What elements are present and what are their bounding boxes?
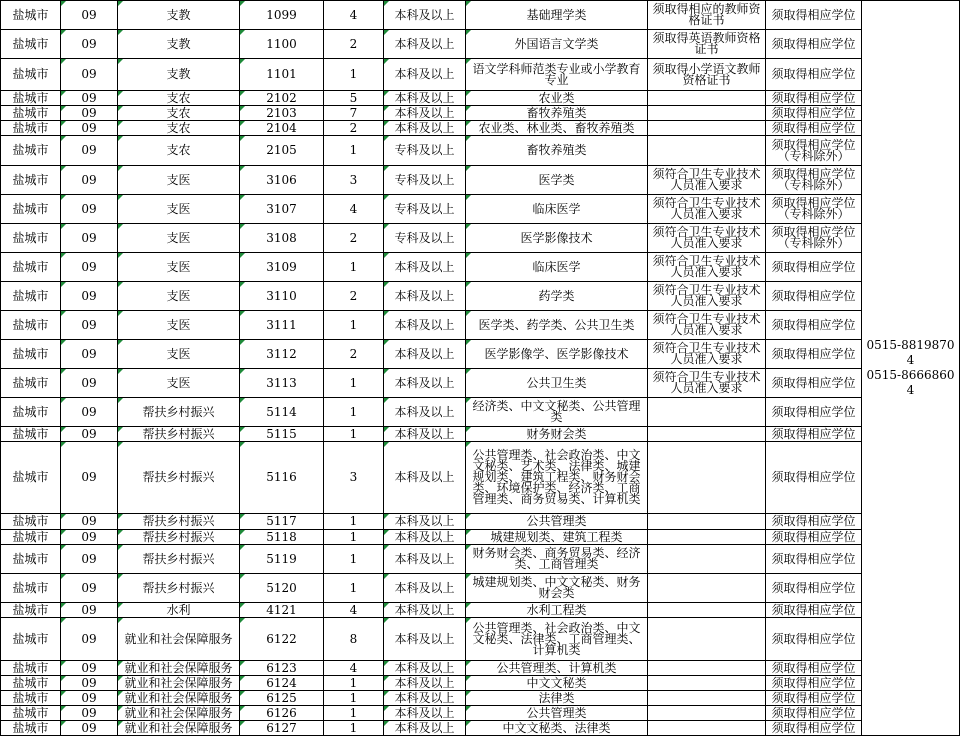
table-row — [1, 618, 962, 661]
degree-cell[interactable]: 须取得相应学位 — [766, 106, 862, 121]
service-field-cell[interactable]: 支医 — [118, 224, 240, 253]
table-row — [1, 121, 962, 136]
requirement-cell[interactable] — [648, 618, 766, 661]
service-field-cell[interactable]: 支农 — [118, 91, 240, 106]
degree-cell[interactable]: 须取得相应学位 — [766, 282, 862, 311]
degree-cell[interactable]: 须取得相应学位 — [766, 442, 862, 514]
requirement-cell[interactable] — [648, 106, 766, 121]
position-code-cell[interactable]: 3107 — [240, 195, 324, 224]
degree-cell[interactable]: 须取得相应学位 （专科除外） — [766, 195, 862, 224]
city-cell[interactable]: 盐城市 — [1, 530, 61, 545]
hire-count-cell[interactable]: 4 — [324, 1, 384, 30]
requirement-cell[interactable]: 须符合卫生专业技术人员准入要求 — [648, 166, 766, 195]
education-cell[interactable]: 本科及以上 — [384, 706, 466, 721]
degree-cell[interactable]: 须取得相应学位 — [766, 91, 862, 106]
city-cell[interactable]: 盐城市 — [1, 340, 61, 369]
major-cell[interactable]: 医学类 — [466, 166, 648, 195]
phone-number: 0515-86668604 — [866, 368, 955, 397]
requirement-cell[interactable]: 须符合卫生专业技术人员准入要求 — [648, 311, 766, 340]
position-code-cell[interactable]: 4121 — [240, 603, 324, 618]
city-cell[interactable]: 盐城市 — [1, 59, 61, 91]
city-cell[interactable]: 盐城市 — [1, 514, 61, 530]
service-field-cell[interactable]: 就业和社会保障服务 — [118, 618, 240, 661]
requirement-cell[interactable] — [648, 603, 766, 618]
region-code-cell[interactable]: 09 — [61, 136, 118, 166]
position-code-cell[interactable]: 3106 — [240, 166, 324, 195]
table-row — [1, 195, 962, 224]
hire-count-cell[interactable]: 3 — [324, 166, 384, 195]
service-field-cell[interactable]: 帮扶乡村振兴 — [118, 514, 240, 530]
region-code-cell[interactable]: 09 — [61, 721, 118, 736]
education-cell[interactable]: 本科及以上 — [384, 340, 466, 369]
service-field-cell[interactable]: 支医 — [118, 166, 240, 195]
hire-count-cell[interactable]: 2 — [324, 121, 384, 136]
position-code-cell[interactable]: 3113 — [240, 369, 324, 398]
hire-count-cell[interactable]: 1 — [324, 311, 384, 340]
hire-count-cell[interactable]: 4 — [324, 603, 384, 618]
education-cell[interactable]: 本科及以上 — [384, 1, 466, 30]
requirement-cell[interactable] — [648, 398, 766, 427]
table-row — [1, 311, 962, 340]
city-cell[interactable]: 盐城市 — [1, 691, 61, 706]
degree-cell[interactable]: 须取得相应学位 — [766, 1, 862, 30]
position-code-cell[interactable]: 5115 — [240, 427, 324, 442]
position-code-cell[interactable]: 2103 — [240, 106, 324, 121]
degree-cell[interactable]: 须取得相应学位 （专科除外） — [766, 166, 862, 195]
region-code-cell[interactable]: 09 — [61, 574, 118, 603]
degree-cell[interactable]: 须取得相应学位 — [766, 369, 862, 398]
region-code-cell[interactable]: 09 — [61, 618, 118, 661]
education-cell[interactable]: 本科及以上 — [384, 253, 466, 282]
phone-number: 0515-88198704 — [866, 338, 955, 367]
major-cell[interactable]: 药学类 — [466, 282, 648, 311]
city-cell[interactable]: 盐城市 — [1, 545, 61, 574]
service-field-cell[interactable]: 就业和社会保障服务 — [118, 706, 240, 721]
position-code-cell[interactable]: 5119 — [240, 545, 324, 574]
city-cell[interactable]: 盐城市 — [1, 369, 61, 398]
city-cell[interactable]: 盐城市 — [1, 618, 61, 661]
requirement-cell[interactable]: 须符合卫生专业技术人员准入要求 — [648, 282, 766, 311]
table-row — [1, 340, 962, 369]
education-cell[interactable]: 专科及以上 — [384, 166, 466, 195]
table-row — [1, 603, 962, 618]
service-field-cell[interactable]: 水利 — [118, 603, 240, 618]
service-field-cell[interactable]: 就业和社会保障服务 — [118, 721, 240, 736]
hire-count-cell[interactable]: 4 — [324, 661, 384, 676]
service-field-cell[interactable]: 支教 — [118, 59, 240, 91]
major-cell[interactable]: 财务财会类 — [466, 427, 648, 442]
service-field-cell[interactable]: 支农 — [118, 106, 240, 121]
table-row — [1, 398, 962, 427]
degree-cell[interactable]: 须取得相应学位 — [766, 514, 862, 530]
education-cell[interactable]: 本科及以上 — [384, 676, 466, 691]
service-field-cell[interactable]: 支农 — [118, 121, 240, 136]
degree-cell[interactable]: 须取得相应学位 — [766, 340, 862, 369]
education-cell[interactable]: 本科及以上 — [384, 91, 466, 106]
requirement-cell[interactable] — [648, 691, 766, 706]
region-code-cell[interactable]: 09 — [61, 30, 118, 59]
major-cell[interactable]: 农业类 — [466, 91, 648, 106]
region-code-cell[interactable]: 09 — [61, 224, 118, 253]
position-code-cell[interactable]: 5117 — [240, 514, 324, 530]
education-cell[interactable]: 本科及以上 — [384, 442, 466, 514]
requirement-cell[interactable] — [648, 427, 766, 442]
education-cell[interactable]: 本科及以上 — [384, 574, 466, 603]
major-cell[interactable]: 经济类、中文文秘类、公共管理类 — [466, 398, 648, 427]
degree-cell[interactable]: 须取得相应学位 — [766, 661, 862, 676]
table-row — [1, 427, 962, 442]
education-cell[interactable]: 本科及以上 — [384, 311, 466, 340]
major-cell[interactable]: 畜牧养殖类 — [466, 136, 648, 166]
requirement-cell[interactable] — [648, 706, 766, 721]
table-row — [1, 530, 962, 545]
service-field-cell[interactable]: 支农 — [118, 136, 240, 166]
city-cell[interactable]: 盐城市 — [1, 282, 61, 311]
education-cell[interactable]: 本科及以上 — [384, 545, 466, 574]
requirement-cell[interactable]: 须取得小学语文教师资格证书 — [648, 59, 766, 91]
city-cell[interactable]: 盐城市 — [1, 30, 61, 59]
requirement-cell[interactable]: 须符合卫生专业技术人员准入要求 — [648, 253, 766, 282]
major-cell[interactable]: 医学类、药学类、公共卫生类 — [466, 311, 648, 340]
hire-count-cell[interactable]: 1 — [324, 545, 384, 574]
major-cell[interactable]: 临床医学 — [466, 195, 648, 224]
region-code-cell[interactable]: 09 — [61, 661, 118, 676]
table-row — [1, 514, 962, 530]
hire-count-cell[interactable]: 1 — [324, 369, 384, 398]
city-cell[interactable]: 盐城市 — [1, 106, 61, 121]
hire-count-cell[interactable]: 5 — [324, 91, 384, 106]
region-code-cell[interactable]: 09 — [61, 398, 118, 427]
hire-count-cell[interactable]: 1 — [324, 721, 384, 736]
education-cell[interactable]: 专科及以上 — [384, 224, 466, 253]
degree-cell[interactable]: 须取得相应学位 — [766, 311, 862, 340]
table-row — [1, 661, 962, 676]
education-cell[interactable]: 本科及以上 — [384, 59, 466, 91]
education-cell[interactable]: 本科及以上 — [384, 661, 466, 676]
hire-count-cell[interactable]: 1 — [324, 691, 384, 706]
region-code-cell[interactable]: 09 — [61, 311, 118, 340]
degree-cell[interactable]: 须取得相应学位 — [766, 676, 862, 691]
hire-count-cell[interactable]: 1 — [324, 398, 384, 427]
major-cell[interactable]: 基础理学类 — [466, 1, 648, 30]
region-code-cell[interactable]: 09 — [61, 369, 118, 398]
degree-cell[interactable]: 须取得相应学位 （专科除外） — [766, 136, 862, 166]
service-field-cell[interactable]: 就业和社会保障服务 — [118, 676, 240, 691]
service-field-cell[interactable]: 帮扶乡村振兴 — [118, 442, 240, 514]
region-code-cell[interactable]: 09 — [61, 282, 118, 311]
service-field-cell[interactable]: 帮扶乡村振兴 — [118, 545, 240, 574]
degree-cell[interactable]: 须取得相应学位 — [766, 427, 862, 442]
requirement-cell[interactable] — [648, 721, 766, 736]
position-code-cell[interactable]: 1099 — [240, 1, 324, 30]
city-cell[interactable]: 盐城市 — [1, 603, 61, 618]
major-cell[interactable]: 法律类 — [466, 691, 648, 706]
education-cell[interactable]: 本科及以上 — [384, 691, 466, 706]
service-field-cell[interactable]: 支医 — [118, 282, 240, 311]
table-row — [1, 574, 962, 603]
region-code-cell[interactable]: 09 — [61, 106, 118, 121]
requirement-cell[interactable] — [648, 661, 766, 676]
major-cell[interactable]: 城建规划类、建筑工程类 — [466, 530, 648, 545]
region-code-cell[interactable]: 09 — [61, 545, 118, 574]
major-cell[interactable]: 水利工程类 — [466, 603, 648, 618]
requirement-cell[interactable]: 须取得相应的教师资格证书 — [648, 1, 766, 30]
major-cell[interactable]: 公共管理类 — [466, 706, 648, 721]
service-field-cell[interactable]: 支医 — [118, 340, 240, 369]
city-cell[interactable]: 盐城市 — [1, 661, 61, 676]
position-code-cell[interactable]: 6127 — [240, 721, 324, 736]
service-field-cell[interactable]: 就业和社会保障服务 — [118, 691, 240, 706]
city-cell[interactable]: 盐城市 — [1, 195, 61, 224]
position-code-cell[interactable]: 2102 — [240, 91, 324, 106]
degree-cell[interactable]: 须取得相应学位 — [766, 691, 862, 706]
region-code-cell[interactable]: 09 — [61, 340, 118, 369]
degree-cell[interactable]: 须取得相应学位 — [766, 121, 862, 136]
city-cell[interactable]: 盐城市 — [1, 311, 61, 340]
region-code-cell[interactable]: 09 — [61, 166, 118, 195]
city-cell[interactable]: 盐城市 — [1, 253, 61, 282]
position-code-cell[interactable]: 3109 — [240, 253, 324, 282]
region-code-cell[interactable]: 09 — [61, 1, 118, 30]
hire-count-cell[interactable]: 2 — [324, 340, 384, 369]
degree-cell[interactable]: 须取得相应学位 — [766, 398, 862, 427]
table-row — [1, 106, 962, 121]
major-cell[interactable]: 农业类、林业类、畜牧养殖类 — [466, 121, 648, 136]
city-cell[interactable]: 盐城市 — [1, 1, 61, 30]
region-code-cell[interactable]: 09 — [61, 706, 118, 721]
table-row — [1, 676, 962, 691]
education-cell[interactable]: 本科及以上 — [384, 721, 466, 736]
service-field-cell[interactable]: 支教 — [118, 30, 240, 59]
position-code-cell[interactable]: 1101 — [240, 59, 324, 91]
major-cell[interactable]: 公共卫生类 — [466, 369, 648, 398]
position-code-cell[interactable]: 6122 — [240, 618, 324, 661]
major-cell[interactable]: 医学影像学、医学影像技术 — [466, 340, 648, 369]
requirement-cell[interactable]: 须符合卫生专业技术人员准入要求 — [648, 340, 766, 369]
requirement-cell[interactable] — [648, 442, 766, 514]
service-field-cell[interactable]: 支医 — [118, 253, 240, 282]
requirement-cell[interactable]: 须取得英语教师资格证书 — [648, 30, 766, 59]
hire-count-cell[interactable]: 2 — [324, 224, 384, 253]
education-cell[interactable]: 专科及以上 — [384, 136, 466, 166]
position-code-cell[interactable]: 6124 — [240, 676, 324, 691]
requirement-cell[interactable] — [648, 676, 766, 691]
education-cell[interactable]: 本科及以上 — [384, 106, 466, 121]
service-field-cell[interactable]: 帮扶乡村振兴 — [118, 530, 240, 545]
major-cell[interactable]: 城建规划类、中文文秘类、财务财会类 — [466, 574, 648, 603]
major-cell[interactable]: 外国语言文学类 — [466, 30, 648, 59]
degree-cell[interactable]: 须取得相应学位 — [766, 706, 862, 721]
major-cell[interactable]: 公共管理类、社会政治类、中文文秘类、艺术类、法律类、城建规划类、建筑工程类、财务财会类、环境保护类、经济类、工商管理类、商务贸易类、计算机类 — [466, 442, 648, 514]
table-row — [1, 706, 962, 721]
major-cell[interactable]: 语文学科师范类专业或小学教育专业 — [466, 59, 648, 91]
education-cell[interactable]: 本科及以上 — [384, 282, 466, 311]
degree-cell[interactable]: 须取得相应学位 — [766, 603, 862, 618]
table-row — [1, 442, 962, 514]
major-cell[interactable]: 畜牧养殖类 — [466, 106, 648, 121]
hire-count-cell[interactable]: 2 — [324, 30, 384, 59]
education-cell[interactable]: 本科及以上 — [384, 603, 466, 618]
position-code-cell[interactable]: 3110 — [240, 282, 324, 311]
service-field-cell[interactable]: 支医 — [118, 369, 240, 398]
city-cell[interactable]: 盐城市 — [1, 442, 61, 514]
service-field-cell[interactable]: 就业和社会保障服务 — [118, 661, 240, 676]
education-cell[interactable]: 专科及以上 — [384, 195, 466, 224]
position-code-cell[interactable]: 6126 — [240, 706, 324, 721]
table-row — [1, 30, 962, 59]
major-cell[interactable]: 中文文秘类 — [466, 676, 648, 691]
requirement-cell[interactable] — [648, 514, 766, 530]
position-code-cell[interactable]: 6125 — [240, 691, 324, 706]
major-cell[interactable]: 中文文秘类、法律类 — [466, 721, 648, 736]
education-cell[interactable]: 本科及以上 — [384, 30, 466, 59]
city-cell[interactable]: 盐城市 — [1, 136, 61, 166]
region-code-cell[interactable]: 09 — [61, 91, 118, 106]
table-row — [1, 224, 962, 253]
city-cell[interactable]: 盐城市 — [1, 721, 61, 736]
education-cell[interactable]: 本科及以上 — [384, 427, 466, 442]
table-row — [1, 282, 962, 311]
hire-count-cell[interactable]: 3 — [324, 442, 384, 514]
requirement-cell[interactable] — [648, 91, 766, 106]
education-cell[interactable]: 本科及以上 — [384, 369, 466, 398]
hire-count-cell[interactable]: 4 — [324, 195, 384, 224]
region-code-cell[interactable]: 09 — [61, 676, 118, 691]
table-row — [1, 136, 962, 166]
table-row — [1, 91, 962, 106]
table-row — [1, 691, 962, 706]
education-cell[interactable]: 本科及以上 — [384, 530, 466, 545]
table-row — [1, 721, 962, 736]
city-cell[interactable]: 盐城市 — [1, 706, 61, 721]
position-code-cell[interactable]: 3108 — [240, 224, 324, 253]
position-code-cell[interactable]: 3111 — [240, 311, 324, 340]
requirement-cell[interactable]: 须符合卫生专业技术人员准入要求 — [648, 369, 766, 398]
major-cell[interactable]: 公共管理类 — [466, 514, 648, 530]
education-cell[interactable]: 本科及以上 — [384, 398, 466, 427]
hire-count-cell[interactable]: 1 — [324, 136, 384, 166]
requirement-cell[interactable]: 须符合卫生专业技术人员准入要求 — [648, 224, 766, 253]
position-code-cell[interactable]: 2105 — [240, 136, 324, 166]
table-row — [1, 59, 962, 91]
requirement-cell[interactable] — [648, 136, 766, 166]
major-cell[interactable]: 医学影像技术 — [466, 224, 648, 253]
region-code-cell[interactable]: 09 — [61, 253, 118, 282]
position-code-cell[interactable]: 1100 — [240, 30, 324, 59]
service-field-cell[interactable]: 支教 — [118, 1, 240, 30]
position-code-cell[interactable]: 5116 — [240, 442, 324, 514]
degree-cell[interactable]: 须取得相应学位 — [766, 253, 862, 282]
hire-count-cell[interactable]: 2 — [324, 282, 384, 311]
region-code-cell[interactable]: 09 — [61, 121, 118, 136]
major-cell[interactable]: 临床医学 — [466, 253, 648, 282]
education-cell[interactable]: 本科及以上 — [384, 618, 466, 661]
region-code-cell[interactable]: 09 — [61, 691, 118, 706]
region-code-cell[interactable]: 09 — [61, 530, 118, 545]
table-row — [1, 369, 962, 398]
region-code-cell[interactable]: 09 — [61, 603, 118, 618]
city-cell[interactable]: 盐城市 — [1, 574, 61, 603]
service-field-cell[interactable]: 帮扶乡村振兴 — [118, 427, 240, 442]
degree-cell[interactable]: 须取得相应学位 — [766, 530, 862, 545]
hire-count-cell[interactable]: 1 — [324, 514, 384, 530]
service-field-cell[interactable]: 帮扶乡村振兴 — [118, 574, 240, 603]
degree-cell[interactable]: 须取得相应学位 — [766, 618, 862, 661]
region-code-cell[interactable]: 09 — [61, 427, 118, 442]
degree-cell[interactable]: 须取得相应学位 — [766, 574, 862, 603]
city-cell[interactable]: 盐城市 — [1, 224, 61, 253]
degree-cell[interactable]: 须取得相应学位 — [766, 721, 862, 736]
city-cell[interactable]: 盐城市 — [1, 676, 61, 691]
city-cell[interactable]: 盐城市 — [1, 398, 61, 427]
degree-cell[interactable]: 须取得相应学位 — [766, 59, 862, 91]
education-cell[interactable]: 本科及以上 — [384, 121, 466, 136]
requirement-cell[interactable]: 须符合卫生专业技术人员准入要求 — [648, 195, 766, 224]
position-code-cell[interactable]: 6123 — [240, 661, 324, 676]
requirement-cell[interactable] — [648, 545, 766, 574]
hire-count-cell[interactable]: 1 — [324, 253, 384, 282]
hire-count-cell[interactable]: 1 — [324, 427, 384, 442]
region-code-cell[interactable]: 09 — [61, 442, 118, 514]
position-code-cell[interactable]: 5114 — [240, 398, 324, 427]
table-row — [1, 545, 962, 574]
region-code-cell[interactable]: 09 — [61, 514, 118, 530]
hire-count-cell[interactable]: 1 — [324, 574, 384, 603]
service-field-cell[interactable]: 支医 — [118, 195, 240, 224]
hire-count-cell[interactable]: 1 — [324, 530, 384, 545]
requirement-cell[interactable] — [648, 574, 766, 603]
position-code-cell[interactable]: 3112 — [240, 340, 324, 369]
requirement-cell[interactable] — [648, 530, 766, 545]
major-cell[interactable]: 公共管理类、计算机类 — [466, 661, 648, 676]
position-code-cell[interactable]: 5120 — [240, 574, 324, 603]
city-cell[interactable]: 盐城市 — [1, 427, 61, 442]
city-cell[interactable]: 盐城市 — [1, 166, 61, 195]
service-field-cell[interactable]: 支医 — [118, 311, 240, 340]
hire-count-cell[interactable]: 1 — [324, 59, 384, 91]
table-row — [1, 166, 962, 195]
contact-phone-cell[interactable] — [862, 1, 960, 736]
education-cell[interactable]: 本科及以上 — [384, 514, 466, 530]
position-code-cell[interactable]: 2104 — [240, 121, 324, 136]
service-field-cell[interactable]: 帮扶乡村振兴 — [118, 398, 240, 427]
degree-cell[interactable]: 须取得相应学位 — [766, 545, 862, 574]
table-row — [1, 1, 962, 30]
hire-count-cell[interactable]: 7 — [324, 106, 384, 121]
region-code-cell[interactable]: 09 — [61, 195, 118, 224]
major-cell[interactable]: 财务财会类、商务贸易类、经济类、工商管理类 — [466, 545, 648, 574]
degree-cell[interactable]: 须取得相应学位 （专科除外） — [766, 224, 862, 253]
major-cell[interactable]: 公共管理类、社会政治类、中文文秘类、法律类、工商管理类、计算机类 — [466, 618, 648, 661]
hire-count-cell[interactable]: 1 — [324, 706, 384, 721]
table-row — [1, 253, 962, 282]
hire-count-cell[interactable]: 8 — [324, 618, 384, 661]
requirement-cell[interactable] — [648, 121, 766, 136]
position-code-cell[interactable]: 5118 — [240, 530, 324, 545]
hire-count-cell[interactable]: 1 — [324, 676, 384, 691]
region-code-cell[interactable]: 09 — [61, 59, 118, 91]
degree-cell[interactable]: 须取得相应学位 — [766, 30, 862, 59]
city-cell[interactable]: 盐城市 — [1, 91, 61, 106]
city-cell[interactable]: 盐城市 — [1, 121, 61, 136]
